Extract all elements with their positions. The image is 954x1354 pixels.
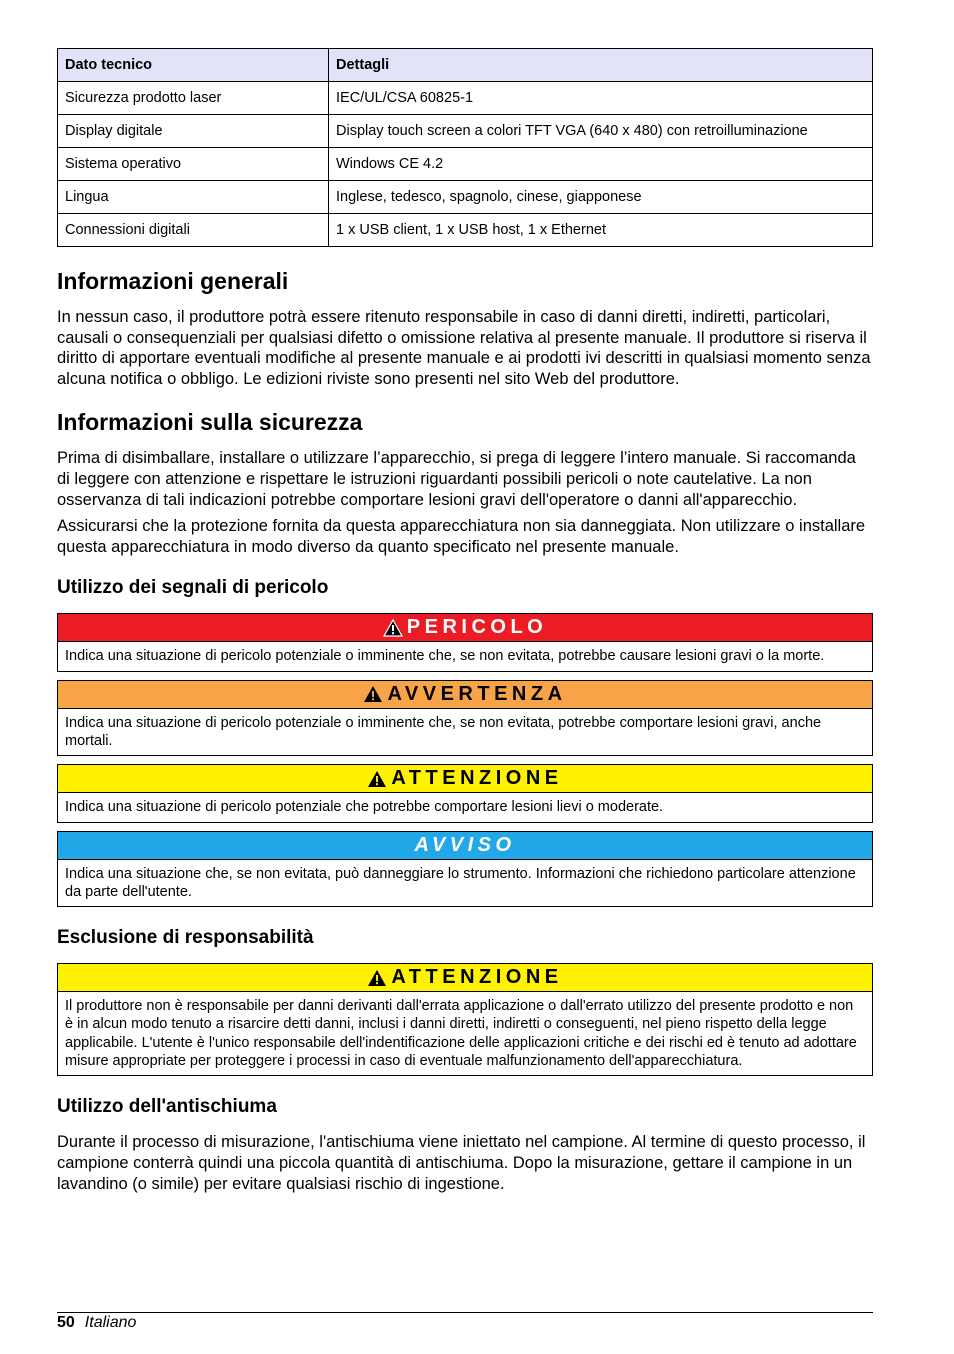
table-cell: Inglese, tedesco, spagnolo, cinese, giapponese (329, 181, 873, 214)
table-header: Dettagli (329, 49, 873, 82)
danger-header (58, 614, 872, 642)
notice-header (58, 832, 872, 860)
disclaimer-caution-box (57, 963, 873, 1076)
table-cell: Windows CE 4.2 (329, 148, 873, 181)
notice-box (57, 831, 873, 908)
table-cell: Connessioni digitali (58, 214, 329, 247)
danger-label: PERICOLO (406, 616, 548, 639)
table-header-row (58, 49, 873, 82)
warning-triangle-icon (363, 685, 383, 703)
page-number: 50 (57, 1314, 75, 1331)
warning-header (58, 681, 872, 709)
safety-paragraph-2: Assicurarsi che la protezione fornita da questa apparecchiatura non sia danneggiata. Non utilizzare o installare questa apparecchiatura in modo diverso da quanto specificato nel presente manuale. (57, 517, 866, 556)
caution-header (58, 765, 872, 793)
table-cell: IEC/UL/CSA 60825-1 (329, 82, 873, 115)
antifoam-paragraph: Durante il processo di misurazione, l'antischiuma viene iniettato nel campione. Al termine di questo processo, il campione conterrà quindi una piccola quantità di antischiuma. Dopo la misurazione, gettare il campione in un lavandino (o simile) per evitare qualsiasi rischio di ingestione. (57, 1133, 866, 1193)
danger-text: Indica una situazione di pericolo potenziale o imminente che, se non evitata, potrebbe causare lesioni gravi o la morte. (65, 648, 825, 665)
subsection-title-signals: Utilizzo dei segnali di pericolo (57, 577, 329, 599)
disclaimer-caution-header (58, 964, 872, 992)
danger-box (57, 613, 873, 671)
table-row (58, 148, 873, 181)
footer-divider (57, 1312, 873, 1313)
table-cell: Lingua (58, 181, 329, 214)
warning-triangle-icon (367, 969, 387, 987)
page-footer (57, 1313, 136, 1333)
subsection-title-disclaimer: Esclusione di responsabilità (57, 927, 314, 949)
table-row (58, 181, 873, 214)
general-paragraph: In nessun caso, il produttore potrà essere ritenuto responsabile in caso di danni diretti, indiretti, particolari, causali o consequenziali per qualsiasi difetto o omissione relativa al presente manuale. Il produttore si riserva il diritto di apportare eventuali modifiche al presente manuale e ai prodotti ivi descritti in qualsiasi momento senza alcuna notifica o obbligo. Le edizioni riviste sono presenti nel sito Web del produttore. (57, 308, 871, 388)
notice-text: Indica una situazione che, se non evitata, può danneggiare lo strumento. Informazioni che richiedono particolare attenzione da parte dell'utente. (65, 865, 856, 900)
disclaimer-caution-label: ATTENZIONE (391, 966, 563, 989)
caution-box (57, 764, 873, 822)
table-cell: Display touch screen a colori TFT VGA (640 x 480) con retroilluminazione (329, 115, 873, 148)
table-cell: Sistema operativo (58, 148, 329, 181)
table-row (58, 115, 873, 148)
table-header: Dato tecnico (58, 49, 329, 82)
caution-text: Indica una situazione di pericolo potenziale che potrebbe comportare lesioni lievi o moderate. (65, 799, 664, 816)
warning-label: AVVERTENZA (387, 682, 567, 705)
table-row (58, 82, 873, 115)
table-cell: Sicurezza prodotto laser (58, 82, 329, 115)
table-row (58, 214, 873, 247)
section-title-general: Informazioni generali (57, 268, 289, 294)
safety-paragraph-1: Prima di disimballare, installare o utilizzare l’apparecchio, si prega di leggere l’intero manuale. Si raccomanda di leggere con attenzione e rispettare le istruzioni riguardanti possibili pericoli o note cautelative. La non osservanza di tali indicazioni potrebbe comportare lesioni gravi dell'operatore o danni all'apparecchio. (57, 449, 856, 509)
disclaimer-text: Il produttore non è responsabile per danni derivanti dall'errata applicazione o dall'errato utilizzo del presente prodotto e non è in alcun modo tenuto a risarcire detti danni, inclusi i danni diretti, indiretti o conseguenti, nel pieno rispetto della legge applicabile. L'utente è l'unico responsabile dell'indentificazione delle applicazioni critiche e dei rischi ed è tenuto ad adottare misure appropriate per proteggere i processi in caso di eventuale malfunzionamento dell'apparecchiatura. (65, 998, 857, 1070)
footer-language: Italiano (84, 1314, 137, 1331)
warning-triangle-icon (367, 770, 387, 788)
section-title-safety: Informazioni sulla sicurezza (57, 409, 363, 436)
caution-label: ATTENZIONE (391, 767, 563, 790)
warning-box (57, 680, 873, 757)
manual-page (57, 48, 873, 1194)
subsection-title-antifoam: Utilizzo dell'antischiuma (57, 1096, 277, 1118)
table-cell: Display digitale (58, 115, 329, 148)
table-cell: 1 x USB client, 1 x USB host, 1 x Ethernet (329, 214, 873, 247)
warning-text: Indica una situazione di pericolo potenziale o imminente che, se non evitata, potrebbe comportare lesioni gravi, anche mortali. (65, 714, 822, 749)
notice-label: AVVISO (414, 833, 516, 856)
spec-table (57, 48, 873, 247)
warning-triangle-icon (383, 619, 403, 637)
